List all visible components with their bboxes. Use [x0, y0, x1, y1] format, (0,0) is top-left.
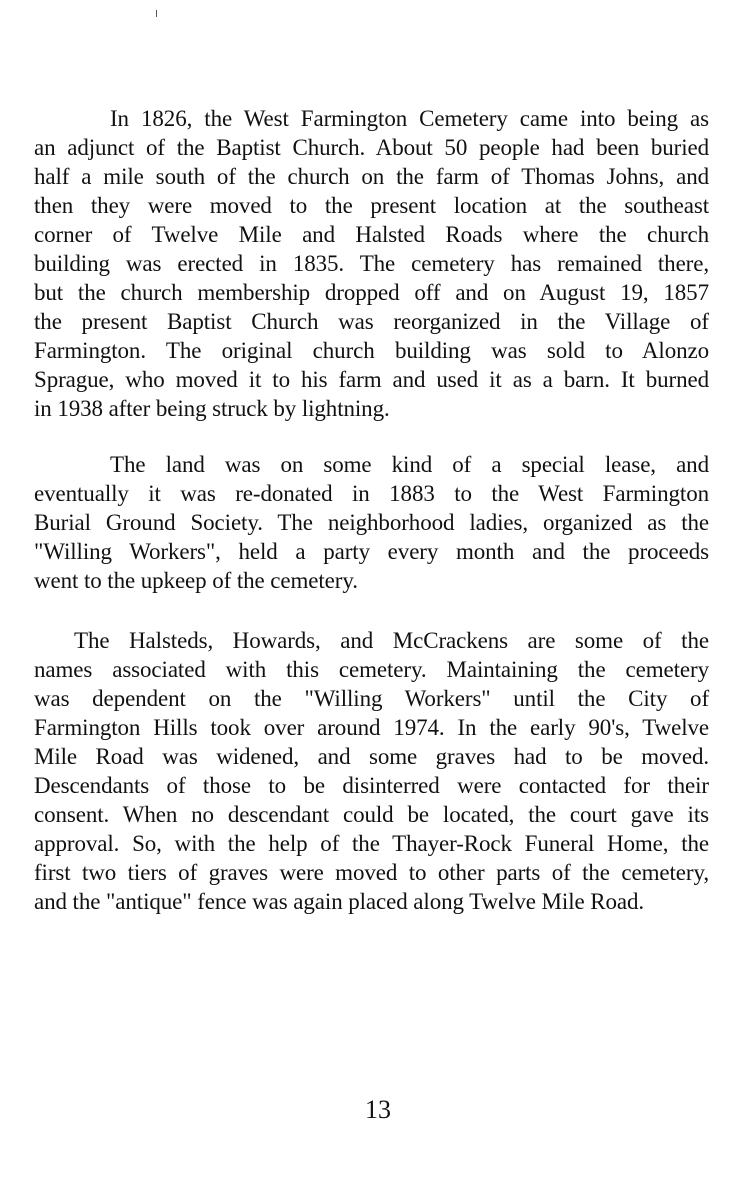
text-line: eventually it was re-donated in 1883 to the West Farmington — [34, 481, 709, 506]
text-line: approval. So, with the help of the Thayer-Rock Funeral Home, the — [34, 831, 709, 856]
text-line: first two tiers of graves were moved to other parts of the cemetery, — [34, 860, 709, 885]
text-line: half a mile south of the church on the farm of Thomas Johns, and — [34, 164, 709, 189]
text-line: was dependent on the "Willing Workers" until the City of — [34, 686, 709, 711]
text-line: in 1938 after being struck by lightning. — [34, 396, 390, 421]
page-number: 13 — [365, 1095, 391, 1124]
text-line: Farmington. The original church building was sold to Alonzo — [34, 338, 709, 363]
text-line: In 1826, the West Farmington Cemetery came into being as — [110, 106, 709, 131]
text-line: the present Baptist Church was reorganized in the Village of — [34, 309, 709, 334]
text-line: The land was on some kind of a special lease, and — [110, 452, 709, 477]
text-line: went to the upkeep of the cemetery. — [34, 568, 358, 593]
text-line: Descendants of those to be disinterred were contacted for their — [34, 773, 709, 798]
text-line: Farmington Hills took over around 1974. In the early 90's, Twelve — [34, 715, 709, 740]
text-line: names associated with this cemetery. Maintaining the cemetery — [34, 657, 709, 682]
text-line: Mile Road was widened, and some graves had to be moved. — [34, 744, 709, 769]
text-line: building was erected in 1835. The cemetery has remained there, — [34, 251, 709, 276]
paragraph-cemetery-history — [34, 104, 709, 423]
text-line: corner of Twelve Mile and Halsted Roads where the church — [34, 222, 709, 247]
text-line: then they were moved to the present location at the southeast — [34, 193, 709, 218]
scan-mark — [156, 10, 157, 17]
text-line: an adjunct of the Baptist Church. About 50 people had been buried — [34, 135, 709, 160]
text-line: consent. When no descendant could be located, the court gave its — [34, 802, 709, 827]
paragraph-families-and-graves — [34, 626, 709, 916]
text-line: "Willing Workers", held a party every month and the proceeds — [34, 539, 709, 564]
text-line: Sprague, who moved it to his farm and used it as a barn. It burned — [34, 367, 709, 392]
text-line: The Halsteds, Howards, and McCrackens are some of the — [74, 628, 709, 653]
text-line: Burial Ground Society. The neighborhood ladies, organized as the — [34, 510, 709, 535]
paragraph-land-lease — [34, 450, 709, 595]
text-line: and the "antique" fence was again placed along Twelve Mile Road. — [34, 889, 645, 914]
text-line: but the church membership dropped off and on August 19, 1857 — [34, 280, 709, 305]
